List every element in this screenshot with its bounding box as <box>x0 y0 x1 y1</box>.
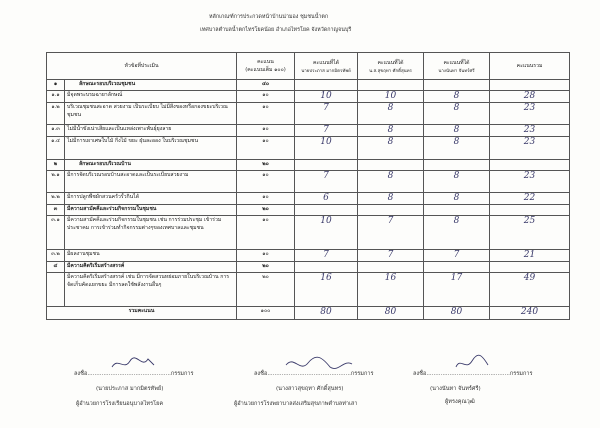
row-judge1-score: 7 <box>295 171 358 193</box>
row-total-score: 28 <box>490 91 570 103</box>
row-total-score <box>490 205 570 216</box>
col-judge3-header-top: คะแนนที่ได้ <box>443 59 470 66</box>
row-judge2-score: 8 <box>358 125 424 137</box>
table-row <box>47 205 570 216</box>
table-row <box>47 262 570 273</box>
signature-role-2: ผู้อำนวยการโรงพยาบาลส่งเสริมสุขภาพตำบลท่าเสา <box>234 401 358 407</box>
header-title: หลักเกณฑ์การประกวดหน้าบ้านน่ามอง ชุมชนน้ำตก <box>209 14 329 20</box>
row-number: ๓ <box>47 205 65 216</box>
row-judge1-score <box>295 262 358 273</box>
row-topic: มีจุดพระบรมฉายาลักษณ์ <box>65 91 237 103</box>
row-number: ๒.๒ <box>47 193 65 205</box>
signature-name-1: (นายประภาส มากมิตรทัพย์) <box>96 386 164 392</box>
row-total-score: 25 <box>490 216 570 250</box>
row-topic: ไม่มีน้ำขังเน่าเสียและเป็นแหล่งเพาะพันธุ์ยุงลาย <box>65 125 237 137</box>
row-max-score: ๒๐ <box>237 205 295 216</box>
row-number: ๑.๒ <box>47 103 65 125</box>
row-number <box>47 273 65 307</box>
row-judge3-score <box>424 262 490 273</box>
col-topic-header: หัวข้อที่ประเมิน <box>47 53 237 80</box>
row-total-score: 21 <box>490 250 570 262</box>
total-max-score: ๑๐๐ <box>237 307 295 320</box>
row-judge3-score: 8 <box>424 91 490 103</box>
col-max-header <box>237 53 295 80</box>
row-max-score: ๑๐ <box>237 125 295 137</box>
row-judge3-score <box>424 205 490 216</box>
score-table <box>46 52 570 320</box>
row-max-score: ๒๐ <box>237 273 295 307</box>
table-row <box>47 216 570 250</box>
signature-line-3: ลงชื่อ...............................................กรรมการ <box>413 371 533 377</box>
signature-name-3: (นางนันทา จันทร์ศรี) <box>430 386 481 392</box>
total-judge3-score: 80 <box>424 307 490 320</box>
col-total-header: คะแนนรวม <box>490 53 570 80</box>
table-row <box>47 125 570 137</box>
row-max-score: ๑๐ <box>237 171 295 193</box>
row-judge2-score: 16 <box>358 273 424 307</box>
row-max-score: ๑๐ <box>237 91 295 103</box>
row-topic: ไม่มีการเผาเศษใบไม้ กิ่งไม้ ขยะ ฝุ่นละออง ในบริเวณชุมชน <box>65 137 237 160</box>
table-row <box>47 273 570 307</box>
table-row <box>47 80 570 91</box>
total-judge2-score: 80 <box>358 307 424 320</box>
row-number: ๒.๑ <box>47 171 65 193</box>
row-judge2-score <box>358 80 424 91</box>
row-judge3-score: 8 <box>424 193 490 205</box>
table-row <box>47 91 570 103</box>
table-row <box>47 171 570 193</box>
col-max-header-bottom: (คะแนนเต็ม ๑๐๐) <box>245 67 286 73</box>
row-topic: มีความคิดริเริ่มสร้างสรรค์ <box>65 262 237 273</box>
row-judge1-score <box>295 80 358 91</box>
row-topic: มีความคิดริเริ่มสร้างสรรค์ เช่น มีการจัดสวนหย่อมภายในบริเวณบ้าน การจัดเก็บคัดแยกขยะ มีการลดใช้พลังงานอื่นๆ <box>65 273 237 307</box>
row-judge1-score: 10 <box>295 91 358 103</box>
row-topic: ลักษณะรอบบริเวณชุมชน <box>65 80 237 91</box>
row-total-score <box>490 160 570 171</box>
row-number: ๔ <box>47 262 65 273</box>
grand-total-score: 240 <box>490 307 570 320</box>
row-judge3-score: 8 <box>424 216 490 250</box>
row-max-score: ๑๐ <box>237 216 295 250</box>
row-judge1-score <box>295 160 358 171</box>
row-max-score: ๑๐ <box>237 250 295 262</box>
signature-line-2: ลงชื่อ...............................................กรรมการ <box>254 371 374 377</box>
row-total-score: 49 <box>490 273 570 307</box>
row-max-score: ๑๐ <box>237 193 295 205</box>
total-judge1-score: 80 <box>295 307 358 320</box>
col-judge2-header-top: คะแนนที่ได้ <box>377 59 404 66</box>
row-judge3-score <box>424 80 490 91</box>
col-judge2-header-name: น.ส.สุขฤทา ศักดิ์สุนทร <box>369 68 412 74</box>
row-topic: มีผลงานชุมชน <box>65 250 237 262</box>
col-judge1-header-top: คะแนนที่ได้ <box>312 59 340 66</box>
row-judge2-score: 7 <box>358 216 424 250</box>
row-judge2-score: 8 <box>358 193 424 205</box>
table-row <box>47 103 570 125</box>
row-judge3-score: 8 <box>424 171 490 193</box>
row-max-score: ๑๐ <box>237 137 295 160</box>
row-max-score: ๔๐ <box>237 80 295 91</box>
row-judge1-score <box>295 205 358 216</box>
col-judge3-header-name: นางนันทา จันทร์ศรี <box>438 68 475 74</box>
row-topic: ลักษณะรอบบริเวณบ้าน <box>65 160 237 171</box>
row-max-score: ๒๐ <box>237 262 295 273</box>
row-number: ๑.๑ <box>47 91 65 103</box>
row-judge1-score: 10 <box>295 137 358 160</box>
row-total-score: 23 <box>490 125 570 137</box>
row-topic: บริเวณชุมชนสะอาด สวยงาม เป็นระเบียบ ไม่มีสิ่งของหรือกองขยะบริเวณชุมชน <box>65 103 237 125</box>
col-judge1-header <box>295 53 358 80</box>
signature-role-1: ผู้อำนวยการโรงเรียนอนุบาลไทรโยค <box>76 401 164 407</box>
row-judge3-score: 8 <box>424 125 490 137</box>
row-judge1-score: 7 <box>295 103 358 125</box>
row-number: ๓.๒ <box>47 250 65 262</box>
row-topic: มีการจัดบริเวณรอบบ้านสะอาดและเป็นระเบียบสวยงาม <box>65 171 237 193</box>
row-judge3-score <box>424 160 490 171</box>
col-max-header-top: คะแนน <box>257 59 274 65</box>
row-number: ๒ <box>47 160 65 171</box>
col-judge1-header-name: นายประภาส มากมิตรทัพย์ <box>301 68 351 74</box>
row-total-score: 23 <box>490 137 570 160</box>
row-number: ๑ <box>47 80 65 91</box>
row-total-score: 23 <box>490 103 570 125</box>
row-judge2-score: 8 <box>358 171 424 193</box>
row-judge3-score: 7 <box>424 250 490 262</box>
header-subtitle: เทศบาลตำบลน้ำตกไทรโยคน้อย อำเภอไทรโยค จังหวัดกาญจนบุรี <box>200 27 352 33</box>
row-judge1-score: 6 <box>295 193 358 205</box>
row-judge1-score: 7 <box>295 250 358 262</box>
row-number: ๓.๑ <box>47 216 65 250</box>
row-judge3-score: 8 <box>424 103 490 125</box>
row-topic: มีการปลูกพืชผักสวนครัวรั้วกินได้ <box>65 193 237 205</box>
table-row <box>47 250 570 262</box>
row-total-score: 23 <box>490 171 570 193</box>
signature-role-3: ผู้ทรงคุณวุฒิ <box>445 399 475 405</box>
row-judge2-score: 8 <box>358 103 424 125</box>
row-judge2-score <box>358 262 424 273</box>
row-judge2-score: 8 <box>358 137 424 160</box>
signature-line-1: ลงชื่อ...............................................กรรมการ <box>74 371 194 377</box>
row-number: ๑.๔ <box>47 137 65 160</box>
row-judge2-score <box>358 205 424 216</box>
table-row <box>47 160 570 171</box>
row-judge2-score <box>358 160 424 171</box>
row-total-score: 22 <box>490 193 570 205</box>
total-row <box>47 307 570 320</box>
row-topic: มีความสามัคคีและร่วมกิจกรรมในชุมชน <box>65 205 237 216</box>
col-judge3-header <box>424 53 490 80</box>
signature-name-2: (นางสาวสุขฤทา ศักดิ์สุนทร) <box>276 386 344 392</box>
row-judge3-score: 8 <box>424 137 490 160</box>
col-judge2-header <box>358 53 424 80</box>
row-total-score <box>490 262 570 273</box>
row-total-score <box>490 80 570 91</box>
row-topic: มีความสามัคคีและร่วมกิจกรรมในชุมชน เช่น การร่วมประชุม เข้าร่วมประชาคม การเข้าร่วมทำกิจกรรมต่างๆของเทศบาลและชุมชน <box>65 216 237 250</box>
row-judge1-score: 16 <box>295 273 358 307</box>
row-judge2-score: 10 <box>358 91 424 103</box>
table-header-row <box>47 53 570 80</box>
row-max-score: ๒๐ <box>237 160 295 171</box>
total-label: รวมคะแนน <box>47 307 237 320</box>
table-row <box>47 193 570 205</box>
row-judge1-score: 7 <box>295 125 358 137</box>
row-max-score: ๑๐ <box>237 103 295 125</box>
row-judge2-score: 7 <box>358 250 424 262</box>
row-judge1-score: 10 <box>295 216 358 250</box>
row-number: ๑.๓ <box>47 125 65 137</box>
table-row <box>47 137 570 160</box>
row-judge3-score: 17 <box>424 273 490 307</box>
